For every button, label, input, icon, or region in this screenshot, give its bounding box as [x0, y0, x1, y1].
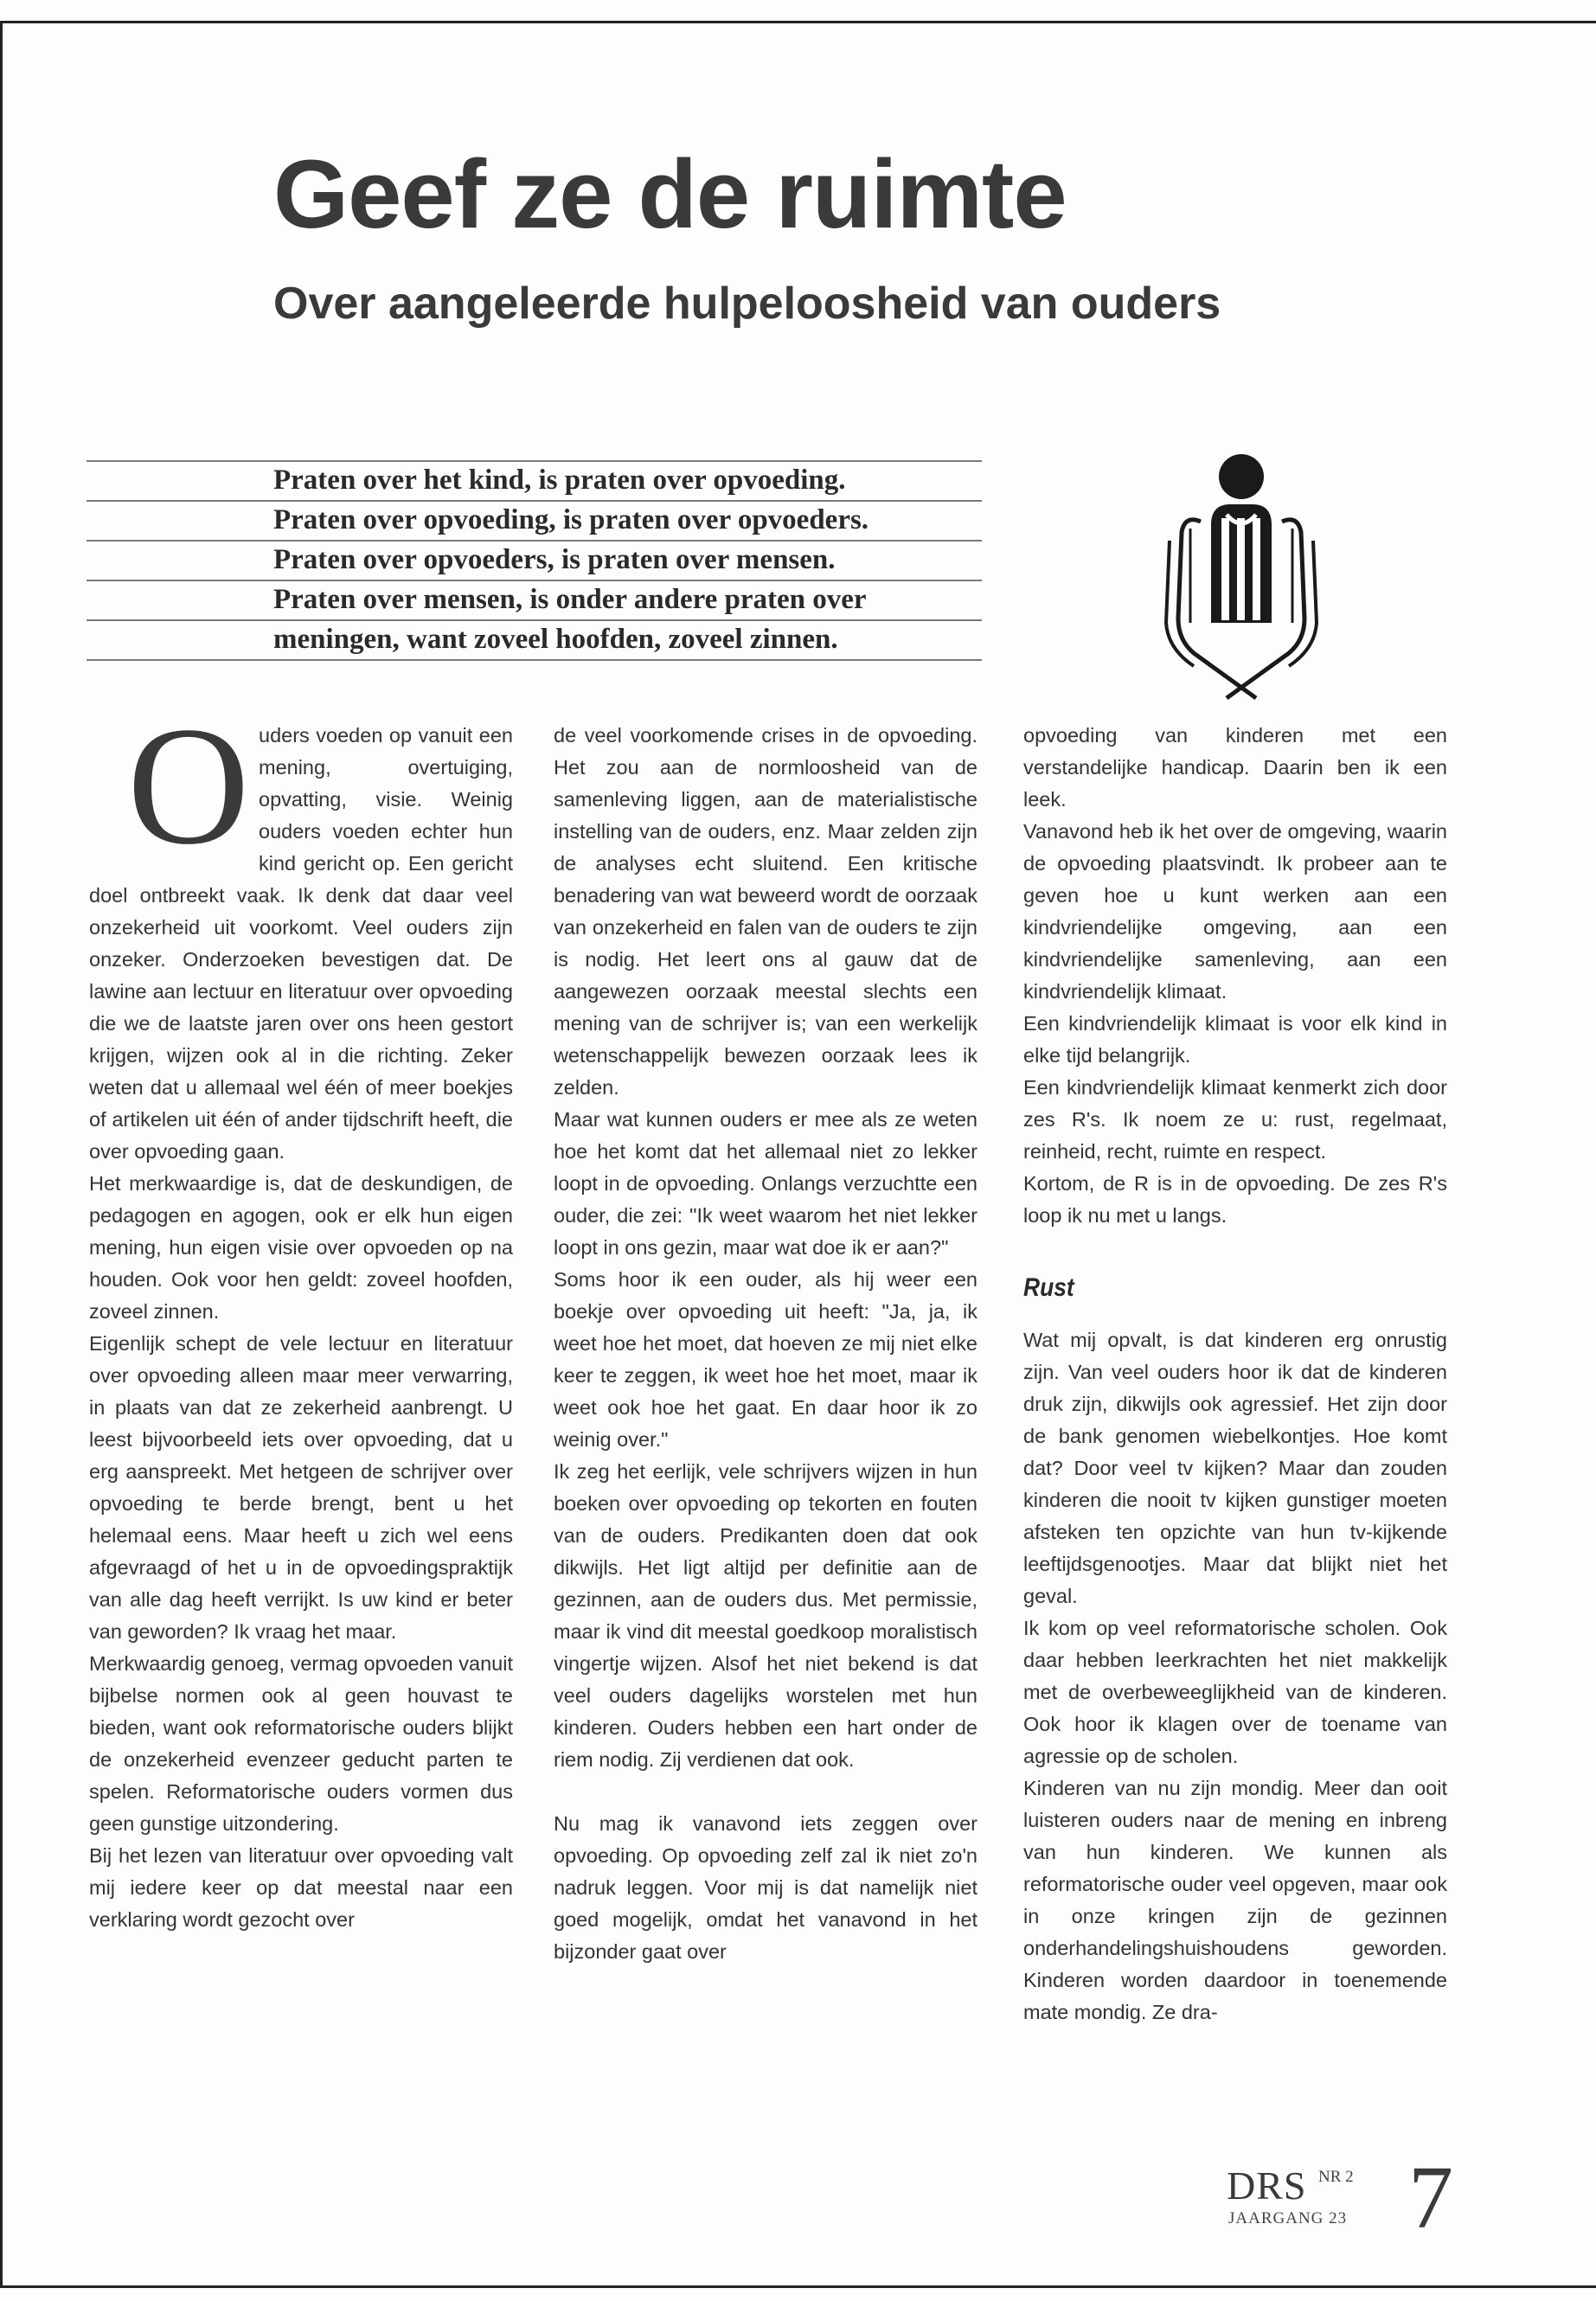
hands-figures-icon: [1159, 445, 1324, 705]
paragraph: opvoeding van kinderen met een verstandelijke handicap. Daarin ben ik een leek.: [1023, 724, 1447, 811]
text-column-2: [554, 720, 977, 1968]
drop-cap-container: [89, 692, 259, 880]
paragraph: Maar wat kunnen ouders er mee als ze weten hoe het komt dat het allemaal niet zo lekker loopt in de opvoeding. Onlangs verzuchtte een ouder, die zei: "Ik weet waarom het niet lekker loopt in ons gezin, maar wat doe ik er aan?": [554, 1108, 977, 1259]
quote-line-text: meningen, want zoveel hoofden, zoveel zinnen.: [273, 624, 838, 655]
drop-cap: O: [127, 692, 250, 880]
paragraph: Bij het lezen van literatuur over opvoeding valt mij iedere keer op dat meestal naar een verklaring wordt gezocht over: [89, 1844, 513, 1931]
paragraph: Merkwaardig genoeg, vermag opvoeden vanuit bijbelse normen ook al geen houvast te bieden, want ook reformatorische ouders blijkt de onzekerheid evenzeer geducht parten te spelen. Reformatorische ouders vormen dus geen gunstige uitzondering.: [89, 1652, 513, 1835]
issue-number: NR 2: [1318, 2168, 1354, 2186]
paragraph: Ik kom op veel reformatorische scholen. Ook daar hebben leerkrachten het niet makkelijk met de overbeweeglijkheid van de kinderen. Ook hoor ik klagen over de toename van agressie op de scholen.: [1023, 1617, 1447, 1767]
paragraph: Een kindvriendelijk klimaat is voor elk kind in elke tijd belangrijk.: [1023, 1012, 1447, 1067]
article-subtitle: Over aangeleerde hulpeloosheid van ouders: [273, 279, 1221, 329]
quote-line-text: Praten over opvoeding, is praten over opvoeders.: [273, 504, 869, 535]
paragraph: Een kindvriendelijk klimaat kenmerkt zich door zes R's. Ik noem ze u: rust, regelmaat, reinheid, recht, ruimte en respect.: [1023, 1076, 1447, 1163]
page-top-border: [0, 21, 1596, 23]
paragraph: Het merkwaardige is, dat de deskundigen, de pedagogen en agogen, ook er elk hun eigen mening, hun eigen visie over opvoeden op na houden. Ook voor hen geldt: zoveel hoofden, zoveel zinnen.: [89, 1172, 513, 1323]
paragraph: Wat mij opvalt, is dat kinderen erg onrustig zijn. Van veel ouders hoor ik dat de kinderen druk zijn, dikwijls ook agressief. Het zijn door de bank genomen wiebelkontjes. Hoe komt dat? Door veel tv kijken? Maar dan zouden kinderen die nooit tv kijken gunstiger moeten afsteken ten opzichte van hun tv-kijkende leeftijdsgenootjes. Maar dat blijkt niet het geval.: [1023, 1329, 1447, 1607]
paragraph: Kortom, de R is in de opvoeding. De zes R's loop ik nu met u langs.: [1023, 1172, 1447, 1227]
page-footer: [1227, 2148, 1453, 2247]
paragraph: Kinderen van nu zijn mondig. Meer dan ooit luisteren ouders naar de mening en inbreng van hun kinderen. We kunnen als reformatorische ouder veel opgeven, maar ook in onze kringen zijn de gezinnen onderhandelingshuishoudens geworden. Kinderen worden daardoor in toenemende mate mondig. Ze dra-: [1023, 1777, 1447, 2023]
paragraph: Eigenlijk schept de vele lectuur en literatuur over opvoeding alleen maar meer verwarring, in plaats van dat ze zekerheid aanbrengt. U leest bijvoorbeeld iets over opvoeding, dat u erg aanspreekt. Met hetgeen de schrijver over opvoeding te berde brengt, bent u het helemaal eens. Maar heeft u zich wel eens afgevraagd of het u in de opvoedingspraktijk van alle dag heeft verrijkt. Is uw kind er beter van geworden? Ik vraag het maar.: [89, 1332, 513, 1643]
paragraph-gap: [554, 1776, 977, 1808]
quote-line-text: Praten over het kind, is praten over opvoeding.: [273, 465, 846, 496]
quote-line: [87, 502, 982, 542]
page-number: 7: [1408, 2148, 1453, 2247]
pull-quote: [87, 460, 982, 661]
text-column-3: [1023, 720, 1447, 2029]
section-heading: Rust: [1023, 1273, 1074, 1302]
article-title: Geef ze de ruimte: [273, 140, 1067, 248]
paragraph: Ik zeg het eerlijk, vele schrijvers wijzen in hun boeken over opvoeding op tekorten en fouten van de ouders. Predikanten doen dat ook dikwijls. Het ligt altijd per definitie aan de gezinnen, aan de ouders dus. Met permissie, maar ik vind dit meestal goedkoop moralistisch vingertje wijzen. Alsof het niet bekend is dat veel ouders dagelijks worstelen met hun kinderen. Ouders hebben een hart onder de riem nodig. Zij verdienen dat ook.: [554, 1460, 977, 1771]
magazine-name: DRS: [1227, 2163, 1307, 2208]
volume-label: JAARGANG 23: [1228, 2209, 1348, 2227]
paragraph: Nu mag ik vanavond iets zeggen over opvoeding. Op opvoeding zelf zal ik niet zo'n nadruk leggen. Voor mij is dat namelijk niet goed mogelijk, omdat het vanavond in het bijzonder gaat over: [554, 1812, 977, 1963]
paragraph: de veel voorkomende crises in de opvoeding. Het zou aan de normloosheid van de samenleving liggen, aan de materialistische instelling van de ouders, enz. Maar zelden zijn de analyses echt sluitend. Een kritische benadering van wat beweerd wordt de oorzaak van onzekerheid en falen van de ouders te zijn is nodig. Het leert ons al gauw dat de aangewezen oorzaak meestal slechts een mening van de schrijver is; van een werkelijk wetenschappelijk bewezen oorzaak lees ik zelden.: [554, 724, 977, 1099]
quote-line-text: Praten over mensen, is onder andere praten over: [273, 584, 867, 615]
paragraph: Vanavond heb ik het over de omgeving, waarin de opvoeding plaatsvindt. Ik probeer aan te geven hoe u kunt werken aan een kindvriendelijke omgeving, aan een kindvriendelijke samenleving, aan een kindvriendelijk klimaat.: [1023, 820, 1447, 1003]
quote-line: [87, 462, 982, 502]
page-bottom-border: [0, 2285, 1596, 2288]
paragraph: uders voeden op vanuit een mening, overtuiging, opvatting, visie. Weinig ouders voeden echter hun kind gericht op. Een gericht doel ontbreekt vaak. Ik denk dat daar veel onzekerheid uit voorkomt. Veel ouders zijn onzeker. Onderzoeken bevestigen dat. De lawine aan lectuur en literatuur over opvoeding die we de laatste jaren over ons heen gestort krijgen, wijzen ook al in die richting. Zeker weten dat u allemaal wel één of meer boekjes of artikelen uit één of ander tijdschrift heeft, die over opvoeding gaan.: [89, 724, 513, 1163]
quote-line: [87, 621, 982, 661]
quote-line: [87, 581, 982, 621]
text-column-1: [89, 692, 513, 1936]
paragraph: Soms hoor ik een ouder, als hij weer een boekje over opvoeding uit heeft: "Ja, ja, ik weet hoe het moet, dat hoeven ze mij niet elke keer te zeggen, ik weet hoe het moet, maar ik weet ook hoe het gaat. En daar hoor ik zo weinig over.": [554, 1268, 977, 1451]
quote-line: [87, 542, 982, 581]
quote-line-text: Praten over opvoeders, is praten over mensen.: [273, 544, 836, 575]
page-left-border: [0, 21, 3, 2287]
